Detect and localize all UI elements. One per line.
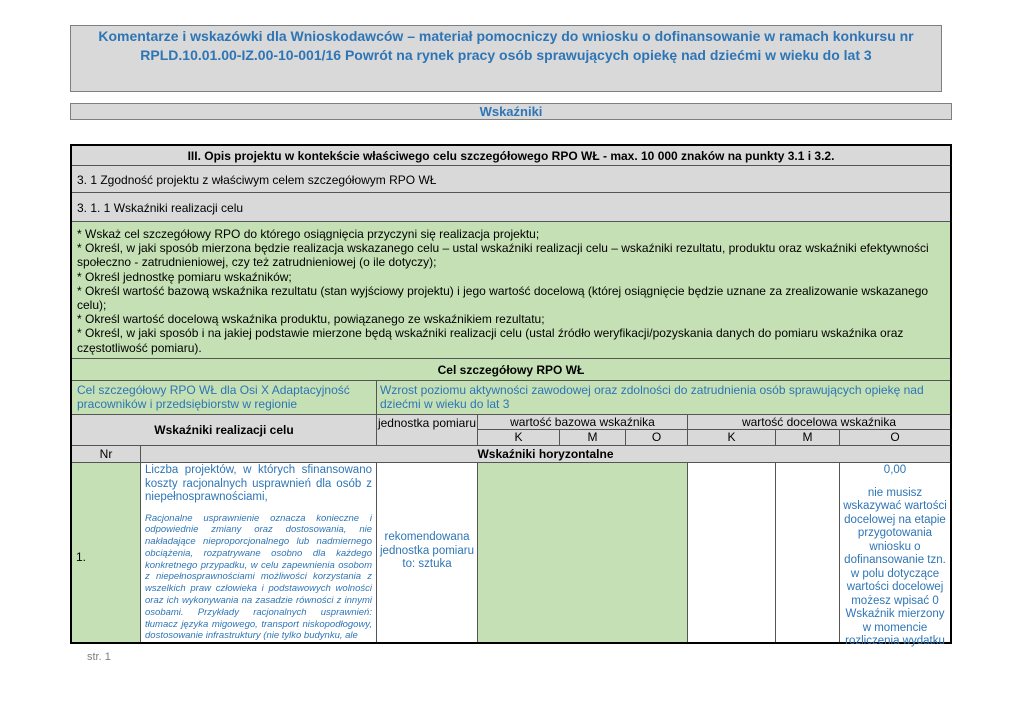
instructions-block [72, 222, 950, 359]
col-nr-header [72, 446, 141, 463]
row1-note: Racjonalne usprawnienie oznacza konieczne i odpowiednie zmiany oraz dostosowania, nie nakładające nieproporcjonalnego lub nadmiernego obciążenia, rozpatrywane osobno dla każdego konkretnego przypadku, w celu zapewnienia osobom z niepełnosprawnościami możliwości korzystania z wszelkich praw człowieka i podstawowych wolności oraz ich wykonywania na zasadzie równości z innymi osobami. Przykłady racjonalnych usprawnień: tłumacz języka migowego, transport niskopodłogowy, dostosowanie infrastruktury (nie tylko budynku, ale [145, 512, 372, 642]
row1-target-k [688, 463, 776, 642]
base-o-text: O [651, 430, 662, 444]
col-base-header [478, 415, 688, 430]
col-target-header [688, 415, 950, 430]
cel-header-text: Cel szczegółowy RPO WŁ [437, 363, 585, 377]
target-k-header [688, 430, 776, 446]
target-k-text: K [727, 430, 736, 444]
col-nr-text: Nr [99, 447, 113, 461]
section-title: Wskaźniki [479, 104, 543, 119]
instruction-line: * Określ wartość docelową wskaźnika produktu, powiązanego ze wskaźnikiem rezultatu; [77, 312, 545, 327]
cel-left-text: Cel szczegółowy RPO WŁ dla Osi X Adaptacyjność pracowników i przedsiębiorstw w regionie [77, 383, 350, 411]
col-indicators-text: Wskaźniki realizacji celu [154, 423, 294, 437]
row-3-1 [72, 166, 950, 193]
row1-target-o-cell [840, 463, 950, 647]
instruction-line: * Określ, w jaki sposób mierzona będzie realizacja wskazanego celu – ustal wskaźniki realizacji celu – wskaźniki rezultatu, produktu oraz wskaźniki efektywności społeczno - zatrudnieniowej, czy też zatrudnieniowej (o ile dotyczy); [77, 241, 929, 270]
row1-indicator: Liczba projektów, w których sfinansowano koszty racjonalnych usprawnień dla osób z niepełnosprawnościami, [145, 464, 372, 503]
cel-right [377, 381, 950, 415]
row1-indicator-cell [141, 463, 377, 642]
table-heading-text: III. Opis projektu w kontekście właściwego celu szczegółowego RPO WŁ - max. 10 000 znaków na punkty 3.1 i 3.2. [187, 149, 835, 163]
row-3-1-text: 3. 1 Zgodność projektu z właściwym celem szczegółowym RPO WŁ [77, 173, 437, 187]
instruction-line: * Określ, w jaki sposób i na jakiej podstawie mierzone będą wskaźniki realizacji celu (ustal źródło weryfikacji/pozyskania danych do pomiaru wskaźnika oraz częstotliwość pomiaru). [77, 326, 904, 355]
col-target-text: wartość docelowa wskaźnika [741, 415, 897, 429]
col-unit-text: jednostka pomiaru [377, 416, 477, 430]
row1-target-m [776, 463, 840, 642]
target-m-text: M [802, 430, 813, 444]
row-3-1-1-text: 3. 1. 1 Wskaźniki realizacji celu [77, 201, 244, 215]
section-title-bar [70, 103, 952, 120]
row1-nr: 1. [76, 550, 87, 564]
col-base-text: wartość bazowa wskaźnika [510, 415, 655, 429]
base-m-header [560, 430, 626, 446]
row1-unit-cell [377, 463, 478, 642]
base-m-text: M [587, 430, 598, 444]
page-number: str. 1 [87, 651, 111, 663]
col-indicators-header [72, 415, 377, 446]
base-k-header [478, 430, 560, 446]
row1-base-cell [478, 463, 688, 642]
row1-unit: rekomendowana jednostka pomiaru to: sztuka [380, 531, 474, 570]
row1-target-note: nie musisz wskazywać wartości docelowej na etapie przygotowania wniosku o dofinansowanie tzn. w polu dotyczące wartości docelowej możesz wpisać 0 Wskaźnik mierzony w momencie rozliczenia wydatku [843, 486, 947, 647]
base-k-text: K [514, 430, 523, 444]
col-unit-header [377, 415, 478, 446]
target-o-text: O [890, 430, 900, 444]
target-m-header [776, 430, 840, 446]
row1-nr-cell [72, 463, 141, 642]
instruction-line: * Określ wartość bazową wskaźnika rezultatu (stan wyjściowy projektu) i jego wartość docelową (której osiągnięcie będzie uznane za zrealizowanie wskazanego celu); [77, 283, 929, 313]
row1-target-value: 0,00 [883, 464, 907, 476]
table-heading [72, 146, 950, 166]
base-o-header [626, 430, 688, 446]
col-horizontal-header [141, 446, 950, 463]
row-3-1-1 [72, 193, 950, 222]
instruction-line: * Określ jednostkę pomiaru wskaźników; [77, 269, 292, 284]
document-title: Komentarze i wskazówki dla Wnioskodawców – materiał pomocniczy do wniosku o dofinansowanie w ramach konkursu nr RPLD.10.01.00-IZ.00-10-001/16 Powrót na rynek pracy osób sprawujących opiekę nad dziećmi w wieku do lat 3 [98, 28, 914, 63]
col-horizontal-text: Wskaźniki horyzontalne [477, 447, 614, 461]
cel-header [72, 359, 950, 381]
target-o-header [840, 430, 950, 446]
cel-right-text: Wzrost poziomu aktywności zawodowej oraz zdolności do zatrudnienia osób sprawujących opiekę nad dziećmi w wieku do lat 3 [380, 383, 924, 411]
cel-left [72, 381, 377, 415]
instruction-line: * Wskaż cel szczegółowy RPO do którego osiągnięcia przyczyni się realizacja projektu; [77, 227, 540, 241]
document-header [70, 25, 942, 92]
